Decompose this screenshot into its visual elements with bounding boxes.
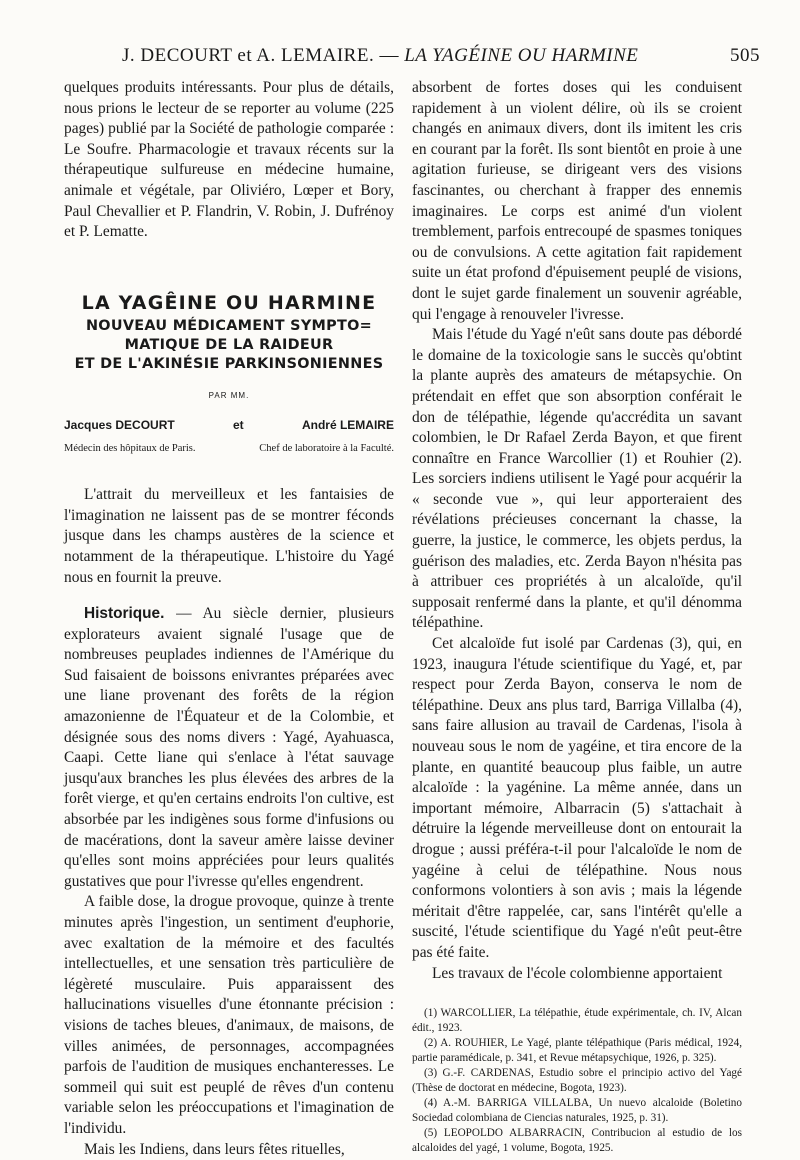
left-column xyxy=(64,78,394,1160)
body-paragraph: A faible dose, la drogue provoque, quinze à trente minutes après l'ingestion, un sentiment d'euphorie, avec exaltation de la mémoire et des facultés intellectuelles, et une sensation très particulière de légèreté musculaire. Puis apparaissent des hallucinations visuelles d'une étonnante précision : visions de taches bleues, d'animaux, de maisons, de villes animées, de personnages, accompagnées parfois de l'audition de musiques enchanteresses. Le sommeil qui suit est peuplé de rêves d'un contenu variable selon les préoccupations et l'imagination de l'individu. xyxy=(64,893,394,1137)
historique-paragraph xyxy=(64,604,394,892)
body-paragraph: L'attrait du merveilleux et les fantaisies de l'imagination ne laissent pas de se montrer féconds jusque dans les champs austères de la science et notamment de la thérapeutique. L'histoire du Yagé nous en fournit la preuve. xyxy=(64,486,394,586)
spacer xyxy=(64,459,394,485)
affiliations-line xyxy=(64,439,394,460)
footnote: (2) A. ROUHIER, Le Yagé, plante télépathique (Paris médical, 1924, partie paramédicale, p. 341, et Revue métapsychique, 1926, p. 325). xyxy=(412,1037,742,1065)
body-paragraph: Mais les Indiens, dans leurs fêtes rituelles, xyxy=(84,1140,345,1158)
header-authors: J. DECOURT et A. LEMAIRE. — xyxy=(122,45,399,66)
affiliation-2: Chef de laboratoire à la Faculté. xyxy=(259,442,394,454)
body-paragraph: absorbent de fortes doses qui les conduisent rapidement à un violent délire, où ils se croient changés en animaux divers, dont ils imitent les cris en courant par la forêt. Ils sont bientôt en proie à une agitation furieuse, se dirigeant vers des visions fascinantes, ou cherchant à frapper des ennemis imaginaires. Le corps est animé d'un violent tremblement, parfois entrecoupé de spasmes toniques ou de convulsions. A cette agitation fait rapidement suite un état profond d'épuisement peuplé de visions, dont le sujet garde finalement un souvenir agréable, qui l'engage à renouveler l'ivresse. xyxy=(412,79,742,323)
intro-paragraph: quelques produits intéressants. Pour plus de détails, nous prions le lecteur de se reporter au volume (225 pages) publié par la Société de pathologie comparée : Le Soufre. Pharmacologie et travaux récents sur la thérapeutique sulfureuse en médecine humaine, animale et végétale, par Oliviéro, Lœper et Bory, Paul Chevallier et P. Flandrin, V. Robin, J. Dufrénoy et P. Lematte. xyxy=(64,79,394,241)
author-1: Jacques DECOURT xyxy=(64,417,175,432)
footnote: (1) WARCOLLIER, La télépathie, étude expérimentale, ch. IV, Alcan édit., 1923. xyxy=(412,1007,742,1035)
footnote: (3) G.-F. CARDENAS, Estudio sobre el principio activo del Yagé (Thèse de doctorat en médecine, Bogota, 1923). xyxy=(412,1067,742,1095)
footnote: (4) A.-M. BARRIGA VILLALBA, Un nuevo alcaloide (Boletino Sociedad colombiana de Ciencias naturales, 1925, p. 31). xyxy=(412,1097,742,1125)
authors-line xyxy=(64,415,394,436)
header-article-title: LA YAGÉINE OU HARMINE xyxy=(404,45,639,66)
historique-text: — Au siècle dernier, plusieurs explorateurs avaient signalé l'usage que de nombreuses peuplades indiennes de l'Amérique du Sud faisaient de boissons enivrantes préparées avec une liane provenant des forêts de la région amazonienne de l'Équateur et de la Colombie, et désignée sous des noms divers : Yagé, Ayahuasca, Caapi. Cette liane qui s'enlace à l'état sauvage jusqu'aux branches les plus élevées des arbres de la forêt vierge, et qu'en certains endroits l'on cultive, est absorbée par les indigènes sous forme d'infusions ou de macérations, dont la saveur amère laisse deviner qu'elles sont moins appréciées pour leurs qualités gustatives que pour l'ivresse qu'elles engendrent. xyxy=(64,605,394,890)
section-heading: Historique. xyxy=(84,605,165,623)
article-subtitle-line-3: ET DE L'AKINÉSIE PARKINSONIENNES xyxy=(74,356,384,373)
author-2: André LEMAIRE xyxy=(301,417,394,432)
affiliation-1: Médecin des hôpitaux de Paris. xyxy=(64,442,196,454)
article-subtitle-line-2: MATIQUE DE LA RAIDEUR xyxy=(124,337,334,354)
article-title-block xyxy=(64,293,394,459)
body-paragraph: Mais l'étude du Yagé n'eût sans doute pas débordé le domaine de la toxicologie sans le succès qu'obtint la plante auprès des amateurs de métapsychie. On prétendait en effet que son absorption conférait le don de télépathie, légende qu'accrédita un savant colombien, le Dr Rafael Zerda Bayon, et que firent connaître en France Warcollier (1) et Rouhier (2). Les sorciers indiens utilisent le Yagé pour acquérir la « seconde vue », qui leur apporteraient des révélations précieuses concernant la chasse, la guerre, la justice, le commerce, les objets perdus, la guérison des maladies, etc. Zerda Bayon n'hésita pas à attribuer ces propriétés à un alcaloïde, qu'il supposait renfermé dans la plante, et qu'il dénomma télépathine. xyxy=(412,326,742,632)
spacer xyxy=(64,588,394,604)
right-column xyxy=(412,78,742,1156)
article-title: LA YAGÊINE OU HARMINE xyxy=(81,291,377,314)
par-mm: PAR MM. xyxy=(208,391,250,401)
article-subtitle-line-1: NOUVEAU MÉDICAMENT SYMPTO= xyxy=(85,318,373,335)
body-paragraph: Cet alcaloïde fut isolé par Cardenas (3), qui, en 1923, inaugura l'étude scientifique du Yagé, et, par respect pour Zerda Bayon, conserva le nom de télépathine. Deux ans plus tard, Barriga Villalba (4), sans faire allusion au travail de Cardenas, l'isola à nouveau sous le nom de yagéine, et tira encore de la plante, en quantité beaucoup plus faible, un autre alcaloïde : la yagénine. La même année, dans un important mémoire, Albarracin (5) s'attachait à détruire la légende merveilleuse dont on entourait la drogue ; aussi préféra-t-il pour l'alcaloïde le nom de yagéine à celui de télépathine. Nous nous conformons volontiers à son avis ; mais la légende méritait d'être rappelée, car, sans l'intérêt qu'elle a suscité, l'étude scientifique du Yagé n'eût peut-être pas été faite. xyxy=(412,635,742,961)
page-number: 505 xyxy=(730,45,760,66)
authors-et: et xyxy=(233,417,244,432)
running-title xyxy=(122,45,638,67)
running-header xyxy=(64,45,760,69)
body-paragraph: Les travaux de l'école colombienne apportaient xyxy=(432,964,723,982)
footnote: (5) LEOPOLDO ALBARRACIN, Contribucion al estudio de los alcaloides del yagé, 1 volume, Bogota, 1925. xyxy=(412,1127,742,1155)
footnotes xyxy=(412,1006,742,1156)
